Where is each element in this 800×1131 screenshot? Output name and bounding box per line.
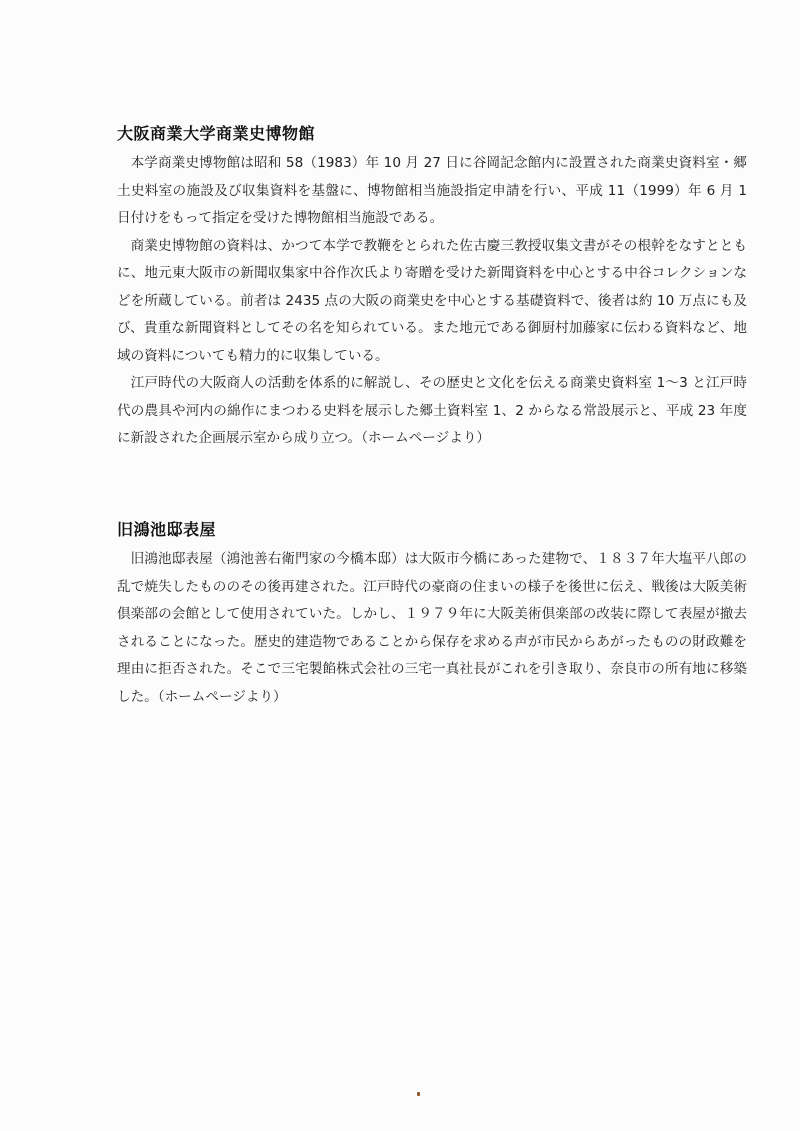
scan-speck bbox=[417, 1092, 420, 1096]
paragraph: 本学商業史博物館は昭和 58（1983）年 10 月 27 日に谷岡記念館内に設置された商業史資料室・郷土史料室の施設及び収集資料を基盤に、博物館相当施設指定申請を行い、平成 11（1999）年 6 月 1 日付けをもって指定を受けた博物館相当施設である。 bbox=[117, 155, 747, 226]
paragraph: 江戸時代の大阪商人の活動を体系的に解説し、その歴史と文化を伝える商業史資料室 1〜3 と江戸時代の農具や河内の綿作にまつわる史料を展示した郷土資料室 1、2 からなる常設展示と、平成 23 年度に新設された企画展示室から成り立つ。（ホームページより） bbox=[117, 375, 747, 446]
section-heading: 旧鴻池邸表屋 bbox=[117, 520, 217, 539]
section-heading: 大阪商業大学商業史博物館 bbox=[117, 124, 316, 143]
section-konoike-house bbox=[117, 520, 747, 711]
section-museum bbox=[117, 124, 747, 453]
paragraph: 旧鴻池邸表屋（鴻池善右衛門家の今橋本邸）は大阪市今橋にあった建物で、１８３７年大塩平八郎の乱で焼失したもののその後再建された。江戸時代の豪商の住まいの様子を後世に伝え、戦後は大阪美術倶楽部の会館として使用されていた。しかし、１９７９年に大阪美術倶楽部の改装に際して表屋が撤去されることになった。歴史的建造物であることから保存を求める声が市民からあがったものの財政難を理由に拒否された。そこで三宅製餡株式会社の三宅一真社長がこれを引き取り、奈良市の所有地に移築した。（ホームページより） bbox=[117, 551, 747, 705]
paragraph: 商業史博物館の資料は、かつて本学で教鞭をとられた佐古慶三教授収集文書がその根幹をなすとともに、地元東大阪市の新聞収集家中谷作次氏より寄贈を受けた新聞資料を中心とする中谷コレクションなどを所蔵している。前者は 2435 点の大阪の商業史を中心とする基礎資料で、後者は約 10 万点にも及び、貴重な新聞資料としてその名を知られている。また地元である御厨村加藤家に伝わる資料など、地域の資料についても精力的に収集している。 bbox=[117, 237, 747, 364]
